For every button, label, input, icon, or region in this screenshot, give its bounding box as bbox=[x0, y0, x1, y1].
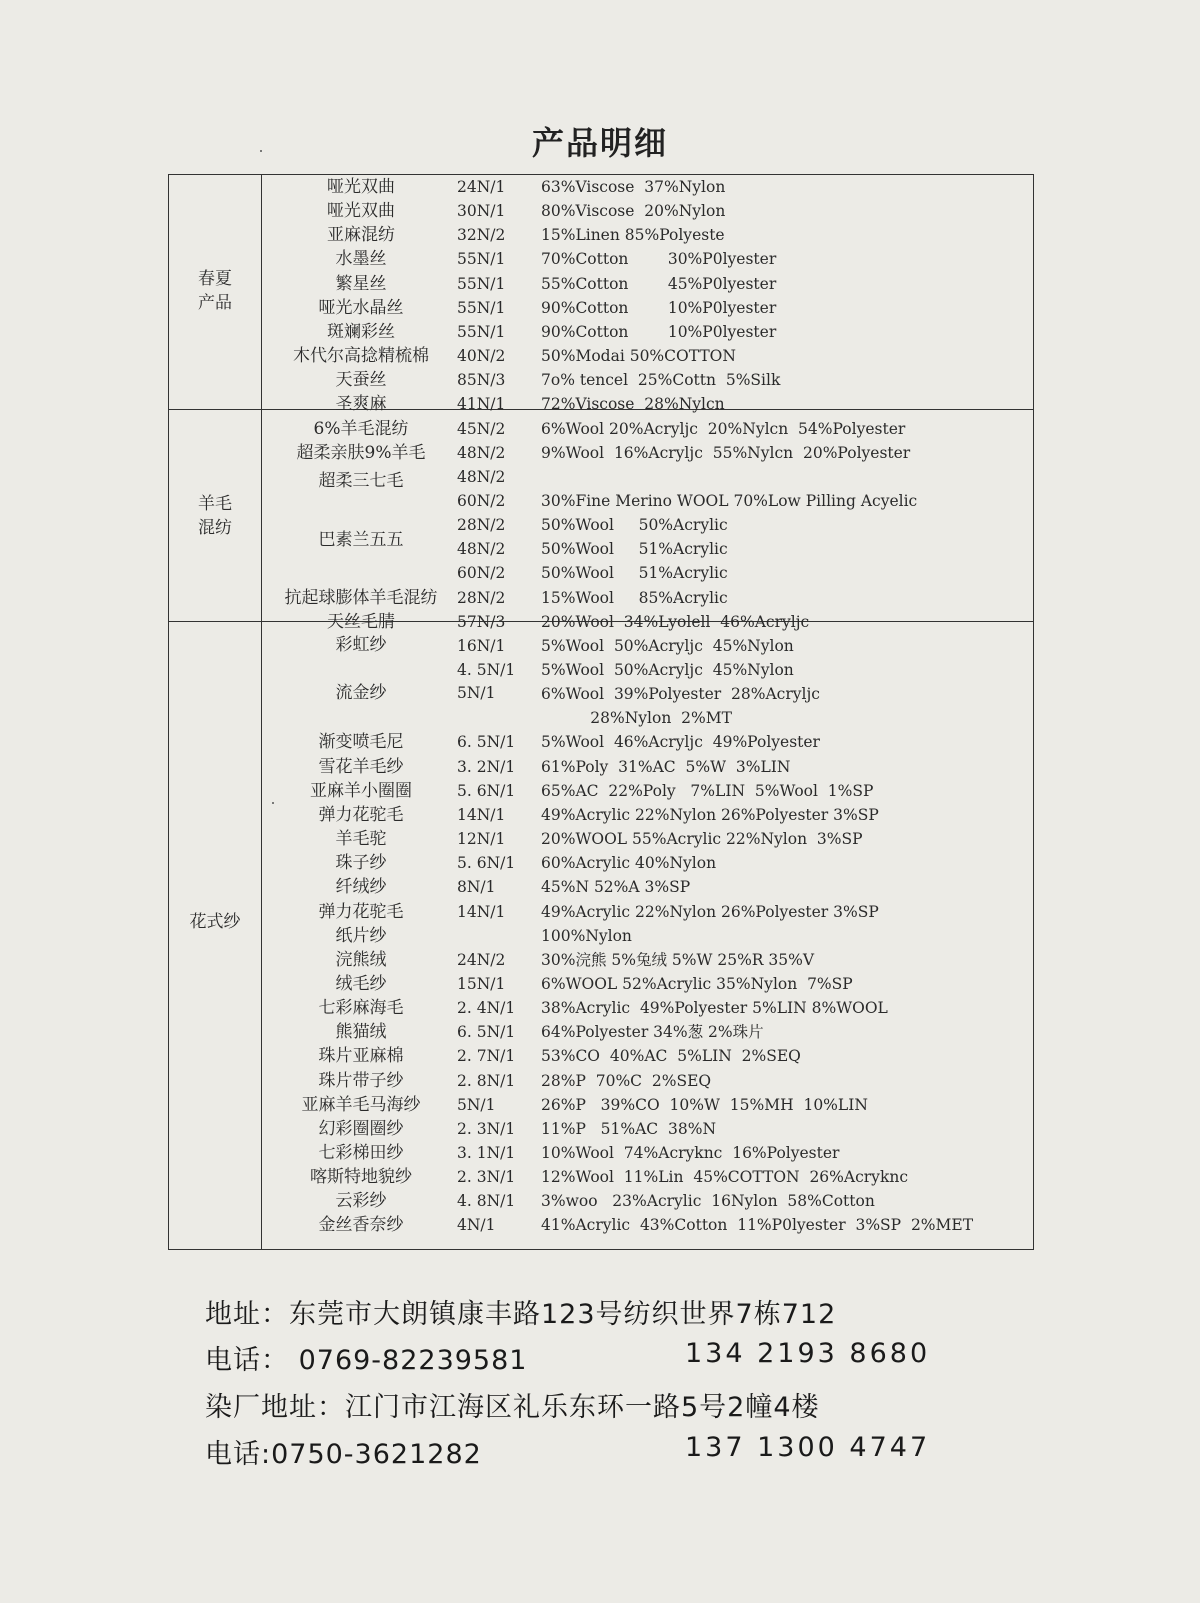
yarn-count: 28N/2 bbox=[457, 516, 506, 535]
composition: 9%Wool 16%Acryljc 55%Nylcn 20%Polyester bbox=[541, 443, 911, 462]
category-label: 花式纱 bbox=[189, 912, 241, 932]
composition: 30%浣熊 5%兔绒 5%W 25%R 35%V bbox=[541, 950, 815, 969]
yarn-count: 41N/1 bbox=[457, 395, 506, 414]
table-row bbox=[169, 489, 1035, 513]
table-row bbox=[169, 634, 1035, 658]
product-name: 天丝毛腈 bbox=[327, 611, 395, 632]
product-name: 天蚕丝 bbox=[335, 370, 387, 391]
table-row bbox=[169, 441, 1035, 465]
table-row bbox=[169, 1141, 1035, 1165]
yarn-count: 85N/3 bbox=[457, 371, 506, 390]
product-name: 弹力花驼毛 bbox=[318, 804, 404, 825]
yarn-count: 48N/2 bbox=[457, 540, 506, 559]
product-name: 哑光水晶丝 bbox=[318, 297, 404, 318]
table-row bbox=[169, 296, 1035, 320]
yarn-count: 45N/2 bbox=[457, 419, 506, 438]
product-name: 流金纱 bbox=[335, 683, 387, 703]
yarn-count: 5. 6N/1 bbox=[457, 854, 516, 873]
yarn-count: 40N/2 bbox=[457, 347, 506, 366]
product-name: 七彩梯田纱 bbox=[318, 1143, 404, 1163]
table-row bbox=[169, 586, 1035, 610]
page-title: 产品明细 bbox=[531, 124, 668, 162]
composition: 53%CO 40%AC 5%LIN 2%SEQ bbox=[541, 1047, 801, 1066]
product-name: 浣熊绒 bbox=[335, 949, 387, 970]
composition: 26%P 39%CO 10%W 15%MH 10%LIN bbox=[541, 1095, 868, 1114]
table-row bbox=[169, 875, 1035, 899]
table-row bbox=[169, 392, 1035, 416]
composition: 60%Acrylic 40%Nylon bbox=[541, 854, 717, 873]
product-name: 珠子纱 bbox=[335, 853, 387, 874]
yarn-count: 6. 5N/1 bbox=[457, 733, 516, 752]
yarn-count: 30N/1 bbox=[457, 202, 506, 221]
speck bbox=[272, 802, 274, 804]
composition: 61%Poly 31%AC 5%W 3%LIN bbox=[541, 757, 791, 776]
composition: 10%Wool 74%Acryknc 16%Polyester bbox=[541, 1144, 840, 1162]
category-label: 春夏 bbox=[198, 269, 232, 289]
phone-number: 电话:0750-3621282 bbox=[205, 1439, 482, 1470]
yarn-count: 57N/3 bbox=[457, 612, 506, 631]
table-row bbox=[169, 223, 1035, 247]
composition: 90%Cotton 10%P0lyester bbox=[541, 298, 777, 317]
table-row bbox=[169, 465, 1035, 489]
table-row bbox=[169, 706, 1035, 730]
yarn-count: 2. 3N/1 bbox=[457, 1119, 516, 1138]
category-label: 产品 bbox=[198, 293, 232, 313]
product-name: 巴素兰五五 bbox=[318, 530, 404, 550]
speck bbox=[260, 150, 262, 152]
product-name: 喀斯特地貌纱 bbox=[310, 1167, 412, 1188]
composition: 6%WOOL 52%Acrylic 35%Nylon 7%SP bbox=[541, 974, 853, 993]
composition: 65%AC 22%Poly 7%LIN 5%Wool 1%SP bbox=[541, 781, 874, 800]
composition: 20%Wool 34%Lyolell 46%Acryljc bbox=[541, 612, 810, 631]
yarn-count: 3. 2N/1 bbox=[457, 757, 516, 776]
product-name: 绒毛纱 bbox=[335, 973, 387, 994]
composition: 30%Fine Merino WOOL 70%Low Pilling Acyelic bbox=[541, 491, 918, 510]
yarn-count: 4. 8N/1 bbox=[457, 1192, 516, 1211]
yarn-count: 3. 1N/1 bbox=[457, 1144, 516, 1162]
table-row bbox=[169, 561, 1035, 585]
table-row bbox=[169, 924, 1035, 948]
table-row bbox=[169, 417, 1035, 441]
table-row bbox=[169, 827, 1035, 851]
composition: 63%Viscose 37%Nylon bbox=[541, 178, 726, 196]
category-label: 混纺 bbox=[198, 518, 232, 538]
table-row bbox=[169, 1213, 1035, 1237]
table-row bbox=[169, 247, 1035, 271]
table-row bbox=[169, 272, 1035, 296]
composition: 50%Wool 50%Acrylic bbox=[541, 516, 728, 535]
table-row bbox=[169, 1189, 1035, 1213]
composition: 80%Viscose 20%Nylon bbox=[541, 202, 726, 221]
table-row bbox=[169, 513, 1035, 537]
composition: 64%Polyester 34%葱 2%珠片 bbox=[541, 1023, 764, 1042]
product-name: 七彩麻海毛 bbox=[318, 998, 404, 1019]
composition: 3%woo 23%Acrylic 16Nylon 58%Cotton bbox=[541, 1192, 875, 1211]
table-row bbox=[169, 658, 1035, 682]
composition: 15%Wool 85%Acrylic bbox=[541, 588, 728, 607]
yarn-count: 55N/1 bbox=[457, 298, 506, 317]
composition: 5%Wool 50%Acryljc 45%Nylon bbox=[541, 661, 794, 679]
mobile-number: 137 1300 4747 bbox=[685, 1432, 931, 1463]
mobile-number: 134 2193 8680 bbox=[685, 1338, 931, 1369]
composition: 20%WOOL 55%Acrylic 22%Nylon 3%SP bbox=[541, 830, 863, 849]
composition: 6%Wool 39%Polyester 28%Acryljc bbox=[541, 685, 820, 704]
table-row bbox=[169, 900, 1035, 924]
product-name: 超柔三七毛 bbox=[318, 471, 404, 491]
product-name: 羊毛驼 bbox=[335, 829, 387, 850]
phone-number: 电话： 0769-82239581 bbox=[205, 1345, 528, 1376]
composition: 28%P 70%C 2%SEQ bbox=[541, 1071, 712, 1090]
composition: 49%Acrylic 22%Nylon 26%Polyester 3%SP bbox=[541, 902, 879, 921]
composition: 28%Nylon 2%MT bbox=[541, 709, 732, 728]
yarn-count: 2. 7N/1 bbox=[457, 1047, 516, 1066]
composition: 11%P 51%AC 38%N bbox=[541, 1119, 717, 1138]
table-row bbox=[169, 682, 1035, 706]
table-row bbox=[169, 537, 1035, 561]
phone-line bbox=[205, 1432, 1005, 1471]
product-name: 抗起球膨体羊毛混纺 bbox=[284, 587, 438, 608]
product-name: 6%羊毛混纺 bbox=[313, 418, 409, 439]
yarn-count: 4N/1 bbox=[457, 1216, 496, 1235]
category-label: 羊毛 bbox=[198, 494, 232, 514]
yarn-count: 5N/1 bbox=[457, 684, 496, 702]
product-name: 珠片带子纱 bbox=[318, 1070, 404, 1091]
product-name: 彩虹纱 bbox=[335, 635, 387, 655]
table-row bbox=[169, 610, 1035, 634]
composition: 41%Acrylic 43%Cotton 11%P0lyester 3%SP 2%MET bbox=[541, 1216, 974, 1235]
yarn-count: 2. 4N/1 bbox=[457, 999, 516, 1018]
factory-address-line: 染厂地址：江门市江海区礼乐东环一路5号2幢4楼 bbox=[205, 1392, 820, 1423]
yarn-count: 24N/1 bbox=[457, 178, 506, 196]
composition: 72%Viscose 28%Nylcn bbox=[541, 395, 725, 414]
product-name: 繁星丝 bbox=[335, 273, 387, 294]
yarn-count: 8N/1 bbox=[457, 878, 496, 897]
table-row bbox=[169, 199, 1035, 223]
yarn-count: 60N/2 bbox=[457, 491, 506, 510]
product-name: 金丝香奈纱 bbox=[318, 1215, 404, 1236]
composition: 50%Modai 50%COTTON bbox=[541, 347, 736, 366]
table-row bbox=[169, 730, 1035, 754]
table-row bbox=[169, 803, 1035, 827]
yarn-count: 14N/1 bbox=[457, 902, 506, 921]
product-name: 纸片纱 bbox=[335, 925, 387, 946]
yarn-count: 6. 5N/1 bbox=[457, 1023, 516, 1042]
table-row bbox=[169, 368, 1035, 392]
composition: 50%Wool 51%Acrylic bbox=[541, 564, 728, 583]
composition: 15%Linen 85%Polyeste bbox=[541, 226, 725, 245]
product-name: 纤绒纱 bbox=[335, 877, 387, 898]
composition: 55%Cotton 45%P0lyester bbox=[541, 274, 777, 293]
yarn-count: 24N/2 bbox=[457, 950, 506, 969]
table-row bbox=[169, 972, 1035, 996]
product-name: 幻彩圈圈纱 bbox=[318, 1118, 404, 1139]
product-name: 亚麻羊小圈圈 bbox=[310, 780, 412, 801]
product-name: 弹力花驼毛 bbox=[318, 901, 404, 922]
table-row bbox=[169, 344, 1035, 368]
composition: 38%Acrylic 49%Polyester 5%LIN 8%WOOL bbox=[541, 999, 888, 1018]
phone-line bbox=[205, 1338, 1005, 1377]
composition: 50%Wool 51%Acrylic bbox=[541, 540, 728, 559]
yarn-count: 55N/1 bbox=[457, 250, 506, 269]
table-row bbox=[169, 996, 1035, 1020]
product-name: 亚麻混纺 bbox=[327, 225, 395, 246]
yarn-count: 12N/1 bbox=[457, 830, 506, 849]
yarn-count: 2. 3N/1 bbox=[457, 1168, 516, 1187]
table-row bbox=[169, 1020, 1035, 1044]
product-table bbox=[168, 174, 1034, 1250]
table-row bbox=[169, 1093, 1035, 1117]
composition: 100%Nylon bbox=[541, 926, 632, 945]
composition: 45%N 52%A 3%SP bbox=[541, 878, 691, 897]
composition: 5%Wool 46%Acryljc 49%Polyester bbox=[541, 733, 820, 752]
composition: 12%Wool 11%Lin 45%COTTON 26%Acryknc bbox=[541, 1168, 908, 1187]
product-name: 圣爽麻 bbox=[335, 394, 387, 415]
yarn-count: 16N/1 bbox=[457, 636, 506, 655]
yarn-count: 48N/2 bbox=[457, 443, 506, 462]
product-name: 水墨丝 bbox=[335, 249, 387, 270]
table-row bbox=[169, 1069, 1035, 1093]
composition: 6%Wool 20%Acryljc 20%Nylcn 54%Polyester bbox=[541, 419, 906, 438]
yarn-count: 55N/1 bbox=[457, 274, 506, 293]
product-name: 熊猫绒 bbox=[335, 1022, 387, 1043]
table-row bbox=[169, 1165, 1035, 1189]
table-row bbox=[169, 851, 1035, 875]
table-row bbox=[169, 948, 1035, 972]
yarn-count: 14N/1 bbox=[457, 805, 506, 824]
yarn-count: 2. 8N/1 bbox=[457, 1071, 516, 1090]
yarn-count: 4. 5N/1 bbox=[457, 661, 516, 679]
product-name: 雪花羊毛纱 bbox=[318, 756, 404, 777]
yarn-count: 32N/2 bbox=[457, 226, 506, 245]
product-name: 哑光双曲 bbox=[327, 177, 395, 197]
yarn-count: 5. 6N/1 bbox=[457, 781, 516, 800]
table-row bbox=[169, 1117, 1035, 1141]
product-name: 云彩纱 bbox=[335, 1191, 387, 1212]
yarn-count: 55N/1 bbox=[457, 322, 506, 341]
product-name: 哑光双曲 bbox=[327, 201, 395, 222]
yarn-count: 60N/2 bbox=[457, 564, 506, 583]
table-row bbox=[169, 175, 1035, 199]
product-name: 斑斓彩丝 bbox=[327, 321, 395, 342]
product-name: 渐变喷毛尼 bbox=[318, 732, 404, 753]
table-row bbox=[169, 1044, 1035, 1068]
product-name: 珠片亚麻棉 bbox=[318, 1046, 404, 1067]
product-name: 木代尔高捻精梳棉 bbox=[293, 346, 429, 367]
composition: 90%Cotton 10%P0lyester bbox=[541, 322, 777, 341]
yarn-count: 28N/2 bbox=[457, 588, 506, 607]
yarn-count: 15N/1 bbox=[457, 974, 506, 993]
yarn-count: 5N/1 bbox=[457, 1095, 496, 1114]
table-row bbox=[169, 320, 1035, 344]
composition: 70%Cotton 30%P0lyester bbox=[541, 250, 777, 269]
product-name: 超柔亲肤9%羊毛 bbox=[296, 442, 426, 463]
composition: 5%Wool 50%Acryljc 45%Nylon bbox=[541, 636, 794, 655]
table-row bbox=[169, 755, 1035, 779]
composition: 49%Acrylic 22%Nylon 26%Polyester 3%SP bbox=[541, 805, 879, 824]
product-name: 亚麻羊毛马海纱 bbox=[301, 1094, 421, 1115]
address-line: 地址：东莞市大朗镇康丰路123号纺织世界7栋712 bbox=[205, 1299, 837, 1330]
composition: 7o% tencel 25%Cottn 5%Silk bbox=[541, 371, 781, 390]
yarn-count: 48N/2 bbox=[457, 467, 506, 486]
table-row bbox=[169, 779, 1035, 803]
